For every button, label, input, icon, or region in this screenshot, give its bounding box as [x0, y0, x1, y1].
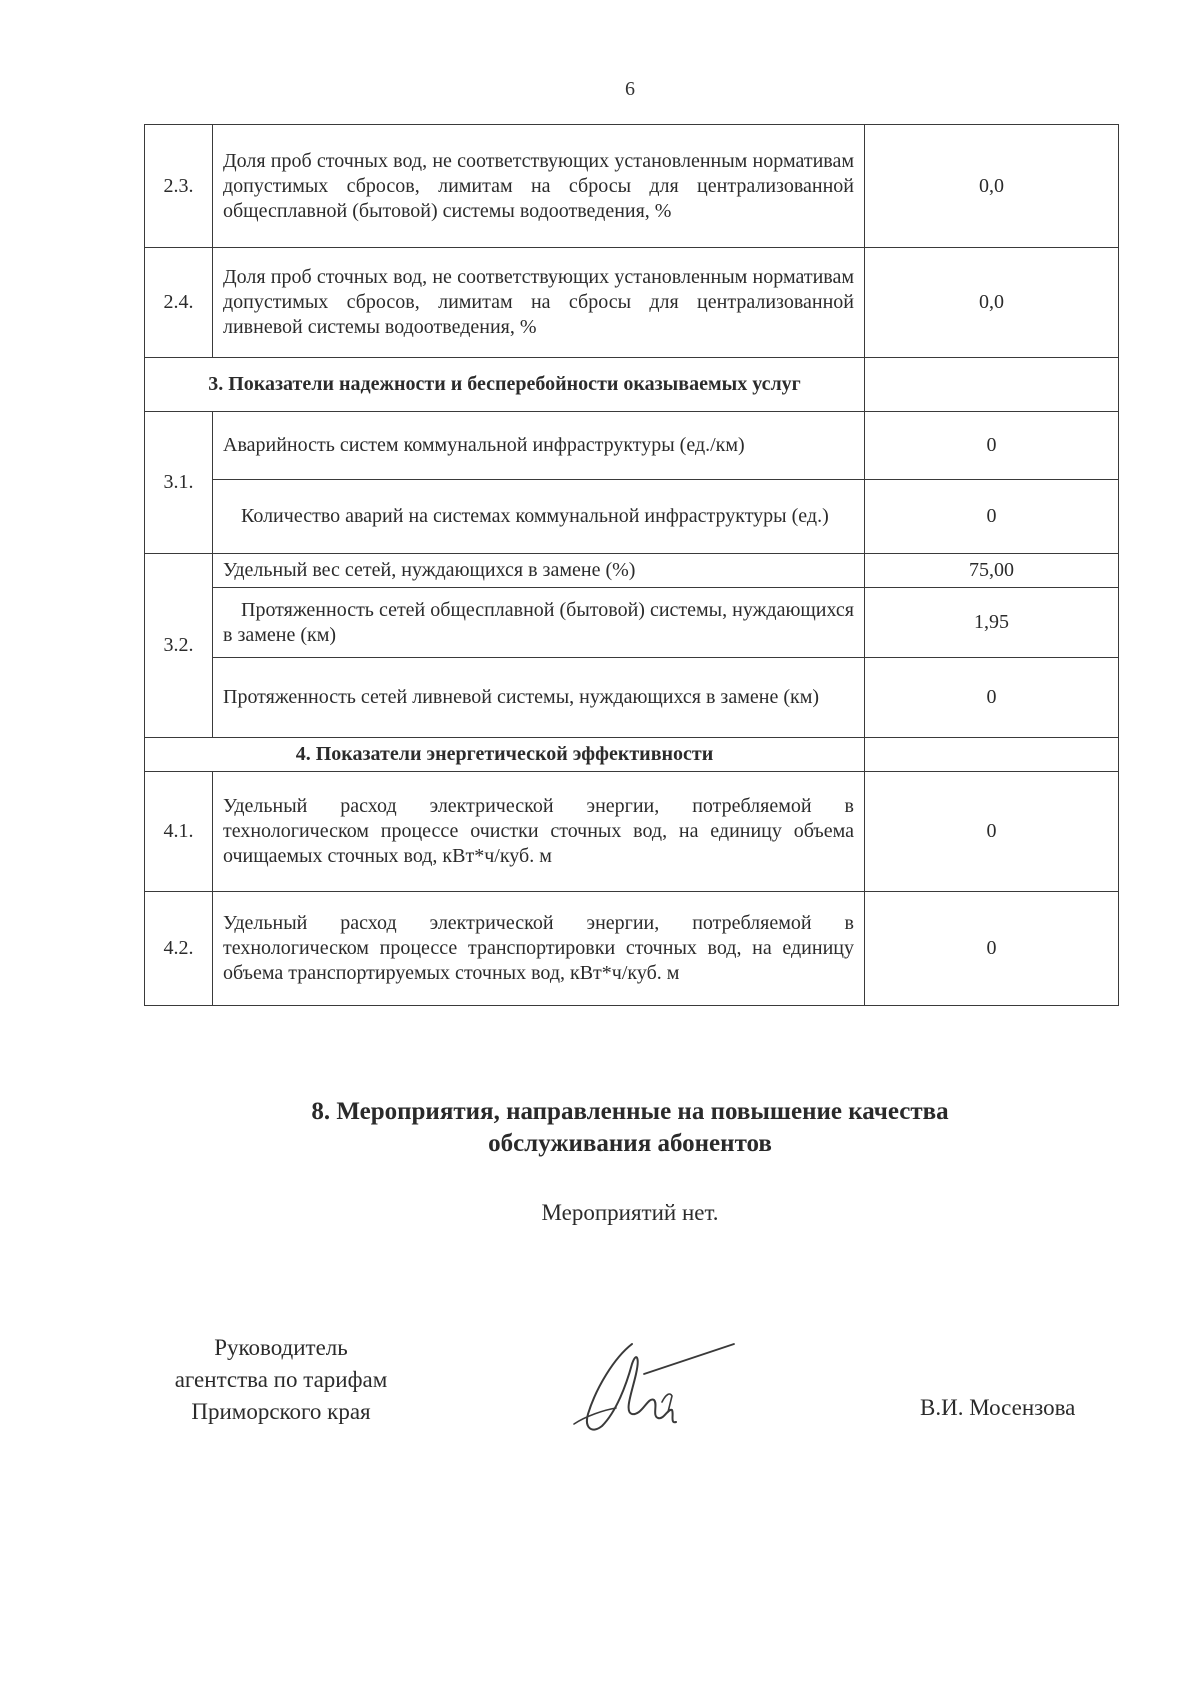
section-3-title: 3. Показатели надежности и бесперебойности оказываемых услуг	[145, 358, 865, 412]
row-number: 3.2.	[145, 554, 213, 738]
section-8-text: Мероприятий нет.	[541, 1200, 719, 1225]
row-value: 0,0	[865, 125, 1119, 248]
row-description: Доля проб сточных вод, не соответствующих установленным нормативам допустимых сбросов, лимитам на сбросы для централизованной общесплавной (бытовой) системы водоотведения, %	[213, 125, 865, 248]
row-value: 1,95	[865, 588, 1119, 658]
section-header-row	[145, 358, 1119, 412]
row-description: Удельный расход электрической энергии, потребляемой в технологическом процессе очистки сточных вод, на единицу объема очищаемых сточных вод, кВт*ч/куб. м	[213, 772, 865, 892]
row-value: 0	[865, 772, 1119, 892]
row-number: 4.1.	[145, 772, 213, 892]
handwritten-signature	[566, 1330, 736, 1450]
table-row	[145, 125, 1119, 248]
section-8-heading	[0, 1096, 1200, 1160]
row-description: Аварийность систем коммунальной инфраструктуры (ед./км)	[213, 412, 865, 480]
row-value: 0	[865, 892, 1119, 1006]
row-value: 0	[865, 658, 1119, 738]
row-number: 3.1.	[145, 412, 213, 554]
row-description: Удельный вес сетей, нуждающихся в замене (%)	[213, 554, 865, 588]
row-value: 0,0	[865, 248, 1119, 358]
section-8-title-line2: обслуживания абонентов	[488, 1130, 772, 1157]
signer-title-line3: Приморского края	[191, 1399, 371, 1424]
row-value: 75,00	[865, 554, 1119, 588]
row-value: 0	[865, 412, 1119, 480]
table-row	[145, 588, 1119, 658]
row-description: Количество аварий на системах коммунальной инфраструктуры (ед.)	[213, 480, 865, 554]
page-number: 6	[625, 78, 635, 100]
table-row	[145, 480, 1119, 554]
signer-name: В.И. Мосензова	[920, 1395, 1076, 1420]
signer-position	[136, 1332, 426, 1428]
row-description: Доля проб сточных вод, не соответствующих установленным нормативам допустимых сбросов, лимитам на сбросы для централизованной ливневой системы водоотведения, %	[213, 248, 865, 358]
table-row	[145, 412, 1119, 480]
table-row	[145, 892, 1119, 1006]
row-number: 4.2.	[145, 892, 213, 1006]
empty-cell	[865, 358, 1119, 412]
section-8-title-line1: 8. Мероприятия, направленные на повышение качества	[311, 1098, 949, 1125]
section-header-row	[145, 738, 1119, 772]
row-description: Протяженность сетей общесплавной (бытовой) системы, нуждающихся в замене (км)	[213, 588, 865, 658]
row-number: 2.4.	[145, 248, 213, 358]
table-row	[145, 554, 1119, 588]
row-value: 0	[865, 480, 1119, 554]
signer-title-line1: Руководитель	[214, 1335, 348, 1360]
indicators-table	[144, 124, 1119, 1006]
row-description: Удельный расход электрической энергии, потребляемой в технологическом процессе транспортировки сточных вод, на единицу объема транспортируемых сточных вод, кВт*ч/куб. м	[213, 892, 865, 1006]
table-row	[145, 658, 1119, 738]
section-4-title: 4. Показатели энергетической эффективности	[145, 738, 865, 772]
table-row	[145, 772, 1119, 892]
signer-title-line2: агентства по тарифам	[174, 1367, 388, 1392]
table-row	[145, 248, 1119, 358]
empty-cell	[865, 738, 1119, 772]
row-description: Протяженность сетей ливневой системы, нуждающихся в замене (км)	[213, 658, 865, 738]
row-number: 2.3.	[145, 125, 213, 248]
